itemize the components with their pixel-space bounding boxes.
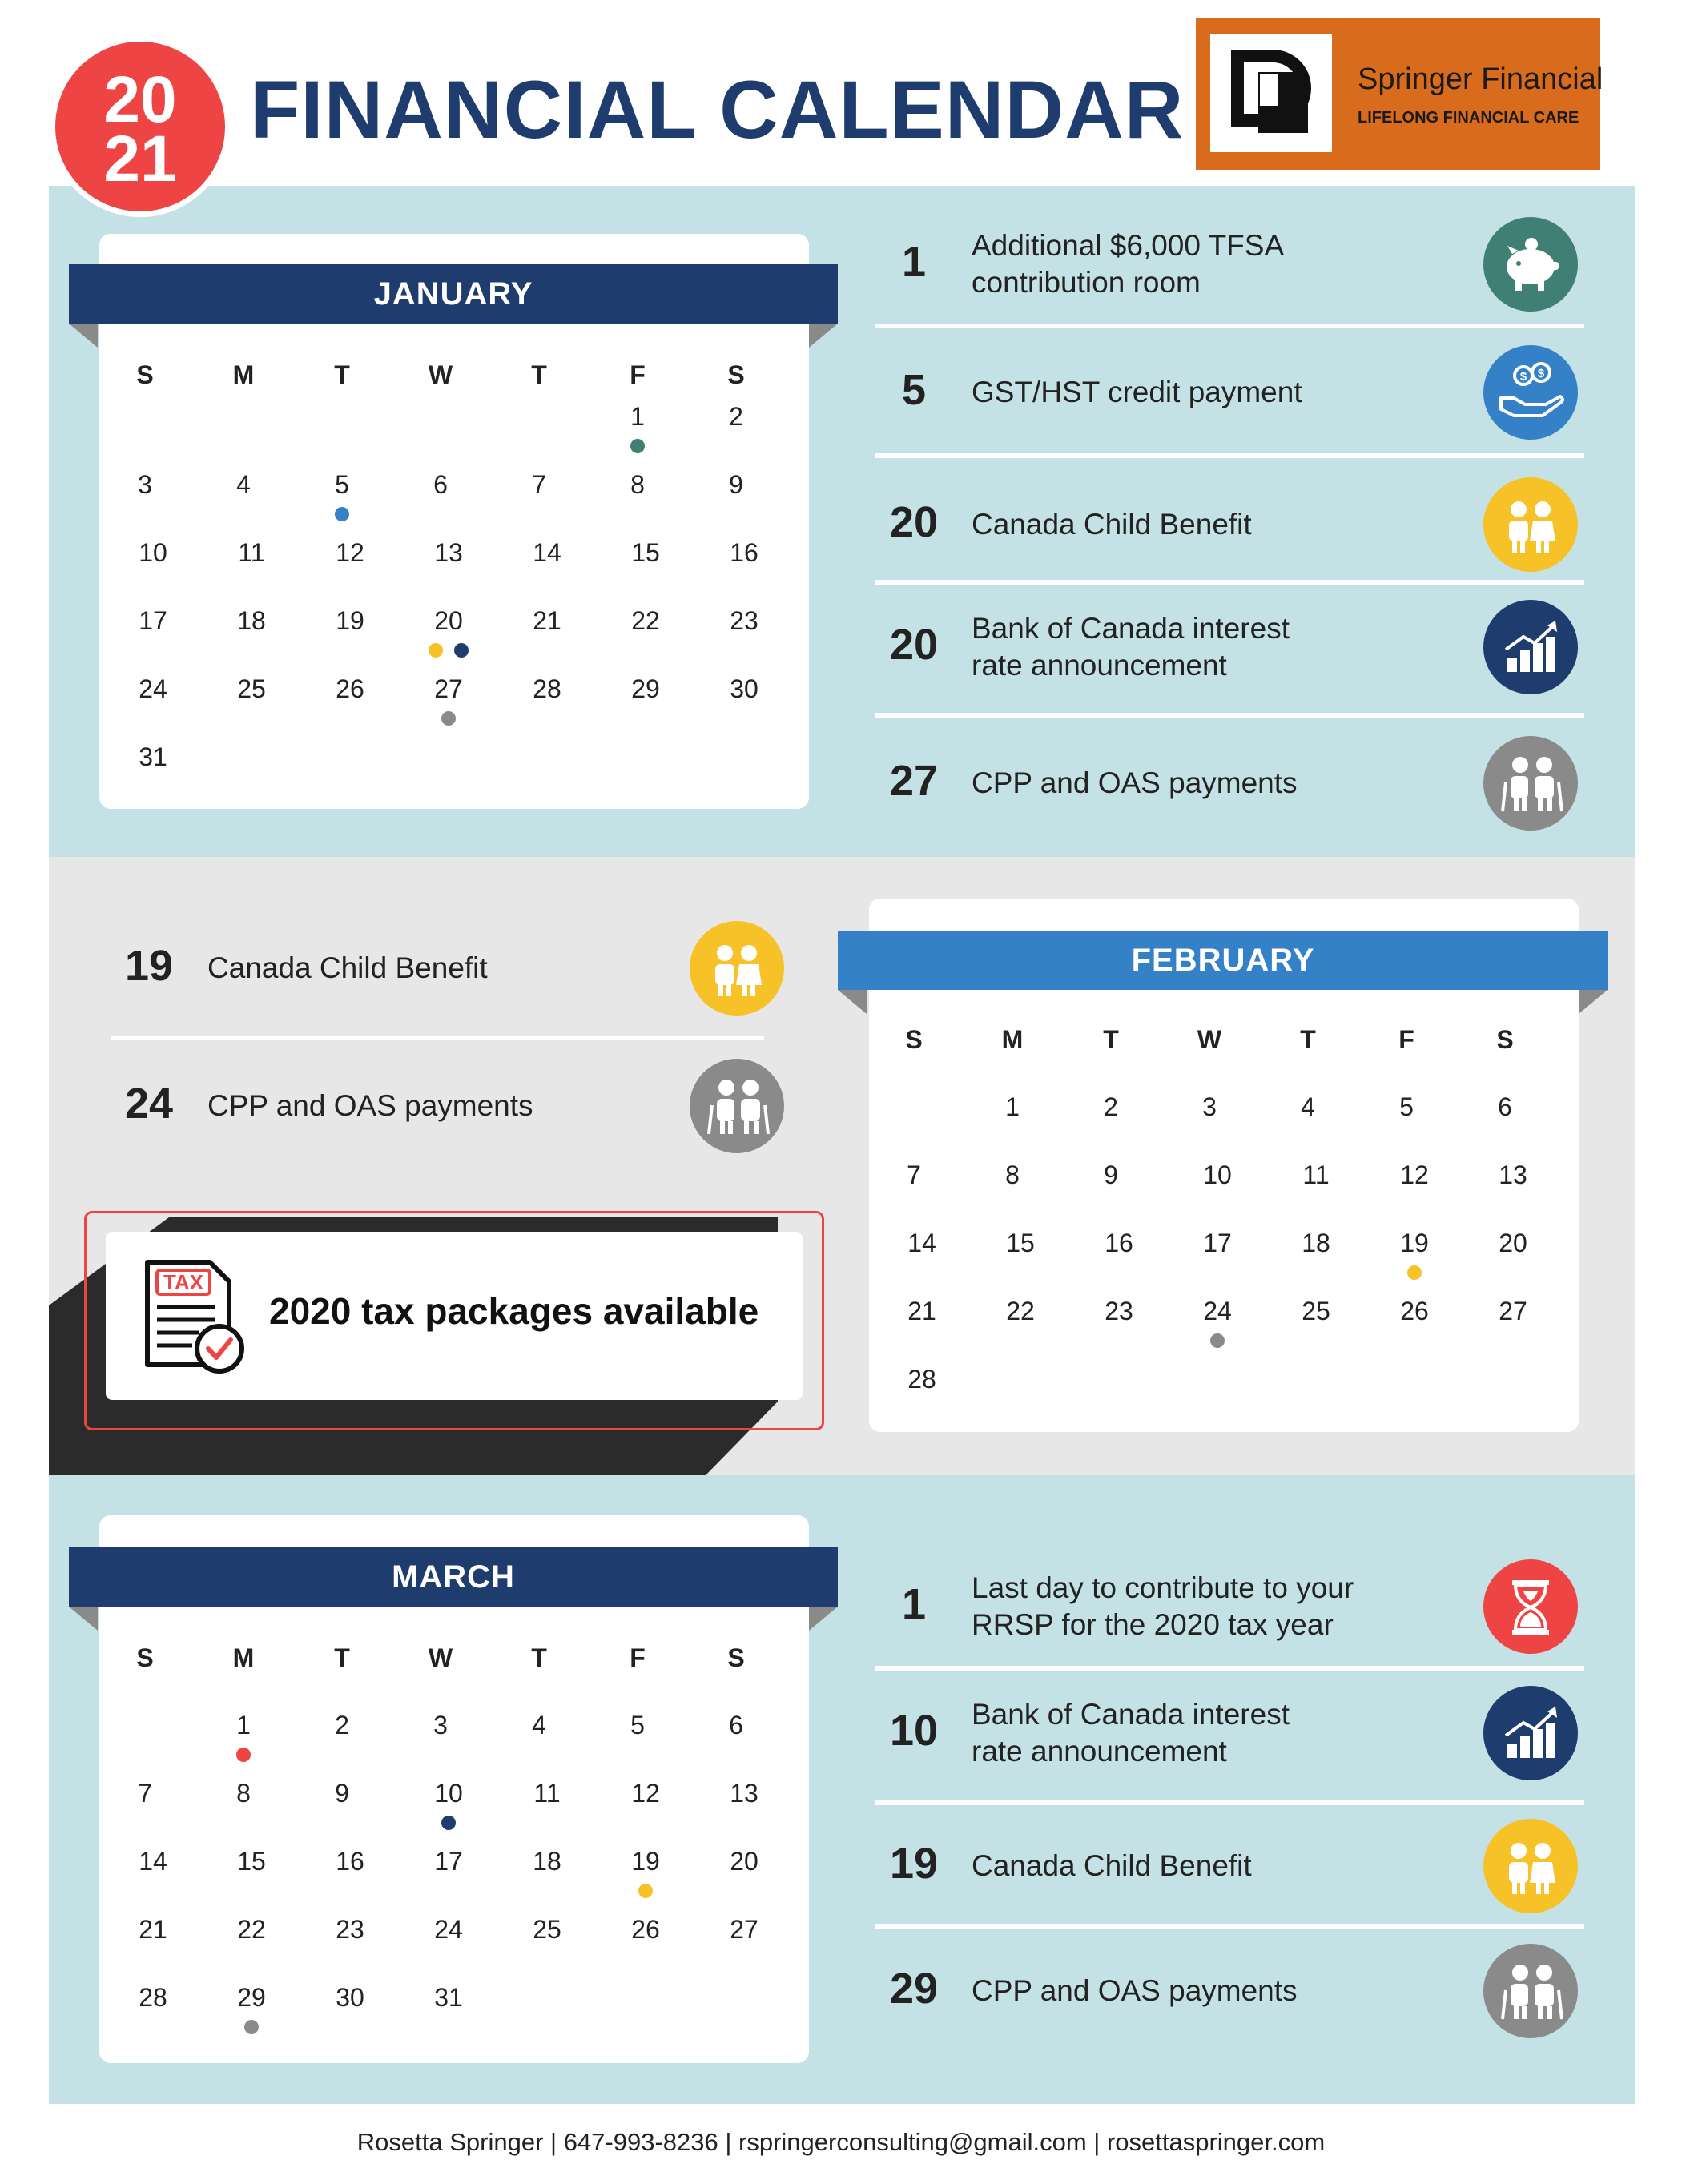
- rising-chart-icon: [1483, 600, 1578, 694]
- calendar-day: 23: [336, 1915, 364, 1944]
- calendar-day: 21: [139, 1915, 167, 1944]
- weekday-header: M: [232, 1643, 255, 1672]
- calendar-day: 28: [533, 674, 561, 703]
- march-ribbon-fold-right: [809, 1607, 838, 1631]
- event-day-number: 27: [889, 757, 939, 805]
- tax-icon-label: TAX: [163, 1270, 204, 1294]
- event-description: [972, 1570, 1354, 1643]
- event-marker-dot: [335, 507, 349, 521]
- calendar-day: 24: [434, 1915, 463, 1944]
- calendar-day: 21: [533, 606, 561, 635]
- calendar-day: 27: [1499, 1297, 1527, 1325]
- weekday-header: S: [727, 1643, 745, 1672]
- calendar-day: 24: [1203, 1297, 1232, 1325]
- hourglass-icon: [1483, 1559, 1578, 1654]
- calendar-day: 13: [730, 1779, 759, 1808]
- calendar-day: 10: [1203, 1160, 1232, 1189]
- calendar-day: 14: [139, 1847, 167, 1876]
- calendar-day: 2: [729, 402, 743, 431]
- calendar-day: 4: [1301, 1092, 1315, 1121]
- year-top: 20: [103, 63, 177, 136]
- calendar-day: 5: [630, 1711, 645, 1740]
- event-description: [972, 1696, 1290, 1770]
- calendar-day: 19: [1400, 1229, 1429, 1257]
- calendar-day: 17: [1203, 1229, 1232, 1257]
- calendar-day: 24: [139, 674, 167, 703]
- calendar-day: 14: [533, 538, 561, 567]
- january-ribbon-fold-right: [809, 324, 838, 348]
- calendar-day: 7: [532, 470, 546, 499]
- calendar-day: 13: [434, 538, 463, 567]
- event-description-line: CPP and OAS payments: [972, 766, 1298, 799]
- calendar-day: 19: [631, 1847, 660, 1876]
- calendar-day: 6: [1498, 1092, 1512, 1121]
- event-divider: [875, 324, 1584, 328]
- calendar-day: 8: [630, 470, 645, 499]
- calendar-day: 18: [1302, 1229, 1330, 1257]
- event-description: [972, 610, 1290, 684]
- weekday-header: F: [1398, 1025, 1414, 1054]
- event-day-number: 1: [901, 1580, 927, 1628]
- event-description-line: rate announcement: [972, 649, 1227, 682]
- event-day-number: 1: [901, 238, 927, 286]
- event-day-number: 20: [889, 498, 939, 546]
- calendar-day: 31: [139, 742, 167, 771]
- calendar-day: 18: [237, 606, 266, 635]
- calendar-day: 16: [730, 538, 759, 567]
- tax-callout: [106, 1232, 803, 1400]
- calendar-day: 22: [237, 1915, 266, 1944]
- event-marker-dot: [429, 643, 443, 658]
- event-marker-dot: [638, 1884, 653, 1898]
- event-day-number: 5: [901, 366, 927, 414]
- event-description: [207, 950, 488, 987]
- event-description-line: Canada Child Benefit: [972, 508, 1252, 541]
- event-description: [972, 1973, 1298, 2009]
- calendar-day: 9: [729, 470, 743, 499]
- weekday-header: W: [428, 1643, 453, 1672]
- march-ribbon-fold-left: [69, 1607, 98, 1631]
- calendar-day: 22: [631, 606, 660, 635]
- event-description-line: Canada Child Benefit: [972, 1849, 1252, 1882]
- february-ribbon-fold-right: [1579, 990, 1608, 1014]
- event-marker-dot: [454, 643, 469, 658]
- calendar-day: 12: [336, 538, 364, 567]
- event-day-number: 20: [889, 621, 939, 669]
- weekday-header: W: [1197, 1025, 1222, 1054]
- event-description-line: rate announcement: [972, 1735, 1227, 1768]
- event-description: [972, 506, 1252, 543]
- event-description-line: CPP and OAS payments: [207, 1089, 533, 1122]
- calendar-day: 29: [237, 1983, 266, 2012]
- calendar-day: 1: [630, 402, 645, 431]
- event-divider: [875, 580, 1584, 585]
- calendar-day: 30: [336, 1983, 364, 2012]
- calendar-day: 9: [335, 1779, 349, 1808]
- calendar-day: 3: [433, 1711, 448, 1740]
- weekday-header: T: [531, 1643, 547, 1672]
- event-description: [972, 765, 1298, 802]
- event-divider: [875, 453, 1584, 458]
- event-description: [207, 1088, 533, 1124]
- event-description-line: contribution room: [972, 266, 1201, 299]
- piggy-bank-icon: [1483, 217, 1578, 312]
- calendar-day: 23: [1105, 1297, 1133, 1325]
- calendar-day: 26: [1400, 1297, 1429, 1325]
- weekday-header: T: [531, 360, 547, 389]
- march-month-header: MARCH: [69, 1547, 838, 1607]
- calendar-day: 10: [139, 538, 167, 567]
- calendar-day: 16: [336, 1847, 364, 1876]
- event-marker-dot: [630, 439, 645, 453]
- event-marker-dot: [441, 1816, 456, 1830]
- calendar-day: 16: [1105, 1229, 1133, 1257]
- calendar-day: 20: [730, 1847, 759, 1876]
- calendar-day: 5: [1399, 1092, 1414, 1121]
- calendar-day: 12: [1400, 1160, 1429, 1189]
- event-day-number: 19: [889, 1840, 939, 1888]
- tax-callout-text: 2020 tax packages available: [269, 1290, 759, 1332]
- children-icon: [690, 921, 784, 1016]
- calendar-day: 14: [907, 1229, 936, 1257]
- event-day-number: 24: [124, 1080, 174, 1128]
- calendar-day: 30: [730, 674, 759, 703]
- event-divider: [875, 1666, 1584, 1671]
- calendar-day: 31: [434, 1983, 463, 2012]
- calendar-day: 4: [532, 1711, 546, 1740]
- calendar-day: 11: [533, 1779, 561, 1808]
- page-title: FINANCIAL CALENDAR: [250, 64, 1185, 155]
- calendar-day: 12: [631, 1779, 660, 1808]
- event-marker-dot: [1210, 1333, 1225, 1348]
- calendar-day: 8: [1005, 1160, 1020, 1189]
- weekday-header: S: [136, 360, 154, 389]
- calendar-day: 7: [907, 1160, 921, 1189]
- weekday-header: M: [1001, 1025, 1024, 1054]
- calendar-day: 7: [138, 1779, 152, 1808]
- calendar-day: 15: [631, 538, 660, 567]
- weekday-header: M: [232, 360, 255, 389]
- svg-text:$: $: [1519, 370, 1527, 384]
- springer-financial-logo[interactable]: [1196, 18, 1604, 170]
- calendar-day: 11: [238, 538, 265, 567]
- calendar-day: 2: [335, 1711, 349, 1740]
- logo-tagline: LIFELONG FINANCIAL CARE: [1358, 109, 1579, 127]
- logo-mark-icon: [1210, 34, 1332, 152]
- event-description-line: GST/HST credit payment: [972, 376, 1302, 408]
- event-marker-dot: [441, 711, 456, 726]
- calendar-day: 28: [139, 1983, 167, 2012]
- calendar-day: 26: [336, 674, 364, 703]
- event-description: [972, 374, 1302, 411]
- event-description: [972, 1848, 1252, 1884]
- weekday-header: S: [136, 1643, 154, 1672]
- weekday-header: T: [1103, 1025, 1119, 1054]
- weekday-header: S: [727, 360, 745, 389]
- tax-document-icon: [131, 1256, 251, 1376]
- calendar-day: 17: [434, 1847, 463, 1876]
- event-marker-dot: [1407, 1265, 1422, 1280]
- children-icon: [1483, 477, 1578, 572]
- calendar-day: 17: [139, 606, 167, 635]
- rising-chart-icon: [1483, 1686, 1578, 1780]
- event-description-line: RRSP for the 2020 tax year: [972, 1608, 1334, 1641]
- event-description-line: Last day to contribute to your: [972, 1571, 1354, 1604]
- calendar-day: 1: [236, 1711, 251, 1740]
- february-month-header: FEBRUARY: [838, 931, 1608, 990]
- event-description-line: Canada Child Benefit: [207, 951, 488, 984]
- weekday-header: F: [630, 360, 646, 389]
- weekday-header: S: [1496, 1025, 1514, 1054]
- calendar-day: 25: [237, 674, 266, 703]
- event-description: [972, 227, 1284, 301]
- calendar-day: 4: [236, 470, 251, 499]
- calendar-day: 29: [631, 674, 660, 703]
- calendar-day: 25: [533, 1915, 561, 1944]
- calendar-day: 10: [434, 1779, 463, 1808]
- weekday-header: F: [630, 1643, 646, 1672]
- calendar-day: 25: [1302, 1297, 1330, 1325]
- january-ribbon-fold-left: [69, 324, 98, 348]
- seniors-icon: [690, 1059, 784, 1153]
- calendar-day: 6: [433, 470, 448, 499]
- calendar-day: 19: [336, 606, 364, 635]
- january-month-header: JANUARY: [69, 264, 838, 324]
- event-marker-dot: [244, 2020, 259, 2034]
- event-divider: [875, 1800, 1584, 1805]
- calendar-day: 3: [1202, 1092, 1217, 1121]
- weekday-header: W: [428, 360, 453, 389]
- calendar-day: 27: [730, 1915, 759, 1944]
- weekday-header: S: [905, 1025, 923, 1054]
- event-description-line: Additional $6,000 TFSA: [972, 229, 1285, 262]
- calendar-day: 23: [730, 606, 759, 635]
- weekday-header: T: [1300, 1025, 1316, 1054]
- svg-text:$: $: [1537, 367, 1545, 380]
- calendar-day: 9: [1104, 1160, 1118, 1189]
- february-ribbon-fold-left: [838, 990, 867, 1014]
- calendar-day: 5: [335, 470, 349, 499]
- calendar-day: 13: [1499, 1160, 1527, 1189]
- calendar-day: 3: [138, 470, 152, 499]
- calendar-day: 8: [236, 1779, 251, 1808]
- hand-coins-icon: [1483, 345, 1578, 440]
- calendar-day: 22: [1006, 1297, 1035, 1325]
- calendar-day: 15: [1006, 1229, 1035, 1257]
- logo-name: Springer Financial: [1358, 62, 1604, 96]
- calendar-day: 20: [1499, 1229, 1527, 1257]
- footer-contact: Rosetta Springer | 647-993-8236 | rspringerconsulting@gmail.com | rosettaspringer.com: [356, 2128, 1326, 2156]
- calendar-day: 20: [434, 606, 463, 635]
- calendar-day: 6: [729, 1711, 743, 1740]
- calendar-day: 11: [1302, 1160, 1330, 1189]
- calendar-day: 28: [907, 1365, 936, 1394]
- event-divider: [875, 1924, 1584, 1929]
- seniors-icon: [1483, 736, 1578, 831]
- calendar-day: 27: [434, 674, 463, 703]
- calendar-day: 21: [907, 1297, 936, 1325]
- calendar-day: 15: [237, 1847, 266, 1876]
- event-day-number: 10: [889, 1707, 939, 1755]
- event-description-line: CPP and OAS payments: [972, 1974, 1298, 2007]
- calendar-day: 2: [1104, 1092, 1118, 1121]
- event-description-line: Bank of Canada interest: [972, 1698, 1290, 1731]
- event-description-line: Bank of Canada interest: [972, 612, 1290, 645]
- event-divider: [111, 1036, 764, 1040]
- weekday-header: T: [334, 1643, 350, 1672]
- event-day-number: 19: [124, 942, 174, 990]
- event-divider: [875, 713, 1584, 718]
- calendar-day: 18: [533, 1847, 561, 1876]
- calendar-day: 26: [631, 1915, 660, 1944]
- weekday-header: T: [334, 360, 350, 389]
- event-marker-dot: [236, 1748, 251, 1762]
- year-bottom: 21: [103, 123, 177, 195]
- year-badge: [50, 36, 231, 217]
- seniors-icon: [1483, 1944, 1578, 2038]
- calendar-day: 1: [1005, 1092, 1020, 1121]
- children-icon: [1483, 1819, 1578, 1913]
- event-day-number: 29: [889, 1965, 939, 2013]
